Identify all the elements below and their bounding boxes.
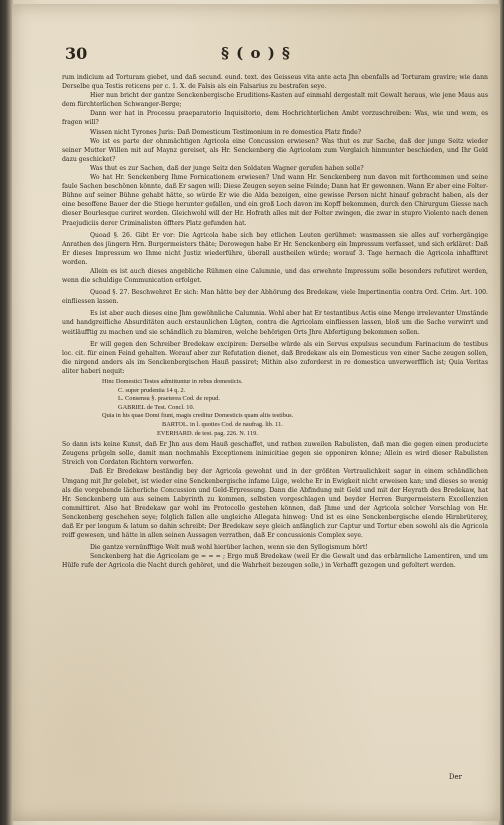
book-page <box>12 4 500 821</box>
catchword: Der <box>448 773 462 781</box>
paragraph: So dann ists keine Kunst, daß Er Jhn aus dem Hauß geschaffet, und rathen zuweilen Rabulisten, daß man die gegen einen producirte Zeugens prügeln solle, damit man nochmahls Exceptionem inimicitiae gegen sie opponiren könne; Allein es wird dieser Rabulisten Streich von Cordaten Richtern verworfen. <box>62 441 488 467</box>
paragraph: Daß Er Bredekaw beständig bey der Agricola gewohnt und in der größten Vertraulichkeit sagar in einem schändlichen Umgang mit Jhr gelebet, ist wieder eine Senckenbergische infame Lüge, welche Er in Ewigkeit nicht erweisen kan; und dieses so wenig als die vorgebende lächerliche Concussion und Geld-Erpressung. Dann die Abfindung mit Geld und mit der Heyrath des Bredekaw, hat Hr. Senckenberg um aus seinem Labyrinth zu kommen, selbsten vorgeschlagen und beyder Herren Burgermeistern Excellenzien committiret. Also hat Bredekaw gar wohl im Protocollo gestehen können, daß Jhme und der Agricola solcher Vorschlag von Hr. Senckenberg geschehen seye; folglich fallen alle ungleiche Allegata hinweg: Und ist es eine Senckenbergische elende Hirnbrüterey, daß Er per longum & latum so dahin schreibt: Der Bredekaw seye gleich anfänglich zur Captur und Tortur eben sowohl als die Agricola reiff gewesen, und hätte in allen seinen Aussagen verrathen, daß Er concussionis Complex seye. <box>62 468 488 540</box>
paragraph: Hier nun bricht der gantze Senckenbergische Eruditions-Kasten auf einmahl dergestalt mit Gewalt heraus, wie jene Maus aus dem fürchterlichen Schwanger-Berge; <box>62 92 488 109</box>
paragraph: Quoad §. 26. Gibt Er vor: Die Agricola habe sich bey etlichen Leuten gerühmet: wasmassen sie alles auf vorhergängige Anrathen des jüngern Hrn. Burgermeisters thäte; Derowegen habe Er Hr. Senckenberg ein Impressum verfasset, und sich erkläret: Daß Er dieses Impressum wo Ihme nicht Justiz wiederführe, überall austheilen würde; worauf 3. Tage hernach die Agricola inhafftiret worden. <box>62 231 488 266</box>
paragraph: Er will gegen den Schreiber Bredekaw excipiren: Derselbe würde als ein Servus expulsus secundum Farinacium de testibus loc. cit. für einen Feind gehalten. Worauf aber zur Refutation dienet, daß Bredekaw als ein Domesticus von einer Sache zeugen sollen, die nirgend anders als im Senckenbergischen Hauß passiret; Mithin also zuforderst in re domestica unverwerfflich ist; Quia Veritas aliter haberi nequit: <box>62 340 488 375</box>
paragraph: rum indicium ad Torturam giebet, und daß secund. eund. text. des Geisseus vita ante acta Jhn ebenfalls ad Torturam gravire; wie dann Derselbe qua Testis reticens per c. 1. X. de Falsis als ein Falsarius zu bestrafen seye. <box>62 74 488 91</box>
paragraph: Dann wer hat in Processu praeparatorio Inquisitorio, dem Hochrichterlichen Ambt vorzuschreiben: Was, wie und wem, es fragen will? <box>62 110 488 127</box>
page-header <box>12 44 500 64</box>
citation-line: Hinc Domestici Testes admittuntur in rebus domesticis. <box>102 378 243 385</box>
paragraph: Wo hat Hr. Senckenberg Ihme Fornicationem erwiesen? Und wann Hr. Senckenberg nun davon mit forthcommen und seine faule Sachen beschönen könnte, daß Er sagen will: Diese Zeugen seyen seine Feinde; Dann hat Er gewonnen. Wann Er aber eine Folter-Bühne auf seiner Bühne gehabt hätte, so würde Er wie die Alda bezeigen, eine gewisse Person nicht hinauf gebracht haben, als der eine besoffene Bauer der die Stiege herunter gefallen, und ein groß Loch davon im Kopff bekommen, durch den Chirurgum Giesse nach dieser Bourlesque curiret worden. Gleichwohl will der Hr. Hofrath alles mit der Folter zwingen, die zwar in stupro Violento nach denen Praejudiciis derer Criminalisten öffters Platz gefunden hat. <box>62 174 488 227</box>
citation-line: C. super prudentia 14 q. 2. <box>118 386 186 394</box>
paragraph: Allein es ist auch dieses angebliche Rühmen eine Calumnie, und das erwehnte Impressum solle besonders refutiret werden, wenn die schuldige Communication erfolget. <box>62 267 488 285</box>
paragraph: Wo ist es parte der ohnmächtigen Agricola eine Concussion erwiesen? Was thut es zur Sache, daß der junge Seitz wieder seiner Mutter Willen mit auf Maynz gereiset, als Hr. Senckenberg die Agricolam zum Verglaich hinmunter beschieden, und Ihr Geld dazu geschicket? <box>62 137 488 163</box>
body-text <box>62 73 488 570</box>
paragraph: Es ist aber auch dieses eine Jhm gewöhnliche Calumnia. Wohl aber hat Er testantibus Actis eine Menge irrelevanter Umstände und handgreifliche Absurditäten auch erstaunlichen Lügten, contra die Agricolam einfliessen lassen, bloß um die Sache verwirrt und weitläufftig zu machen und sie schändlich zu blamiren, welche behörigen Orts Jhre Abfertigung bekommen sollen. <box>62 310 488 336</box>
running-head: § ( o ) § <box>221 44 291 62</box>
citation-line: BARTOL. in l. quoties Cod. de naufrag. lib. 11. <box>162 420 283 428</box>
citation-line: GABRIEL de Test. Concl. 10. <box>118 403 195 411</box>
paragraph: Quoad §. 27. Beschwehret Er sich: Man hätte bey der Abhörung des Bredekaw, viele Impertinentia contra Ord. Crim. Art. 100. einfliessen lassen. <box>62 289 488 306</box>
page-number: 30 <box>65 44 88 63</box>
citation-line: L. Consensu §. praeterea Cod. de repud. <box>118 395 220 403</box>
citation-line: EVERHARD. de test. pag. 226. N. 119. <box>157 429 258 437</box>
citation-line: Quia in his quae Domi fiunt, magis creditur Domesticis quam aliis testibus. <box>102 412 294 420</box>
paragraph: Wissen nicht Tyrones Juris: Daß Domesticum Testimonium in re domestica Platz finde? <box>90 128 362 136</box>
paragraph: Senckenberg hat die Agricolam ge = = = ; Ergo muß Bredekaw (weil Er die Gewalt und das erbärmliche Lamentiren, und um Hülfe rufe der Agricola die Nacht durch gehöret, und die Wahrheit bezeugen solle,) in Verhafft gezogen und gefoltert werden. <box>62 553 488 570</box>
citation-block <box>102 378 488 438</box>
paragraph: Was thut es zur Sachen, daß der junge Seitz den Soldaten Wagner gerufen haben solle? <box>90 164 364 172</box>
paragraph: Die gantze vernünfftige Welt muß wohl hierüber lachen, wenn sie den Syllogismum hört! <box>90 544 368 552</box>
